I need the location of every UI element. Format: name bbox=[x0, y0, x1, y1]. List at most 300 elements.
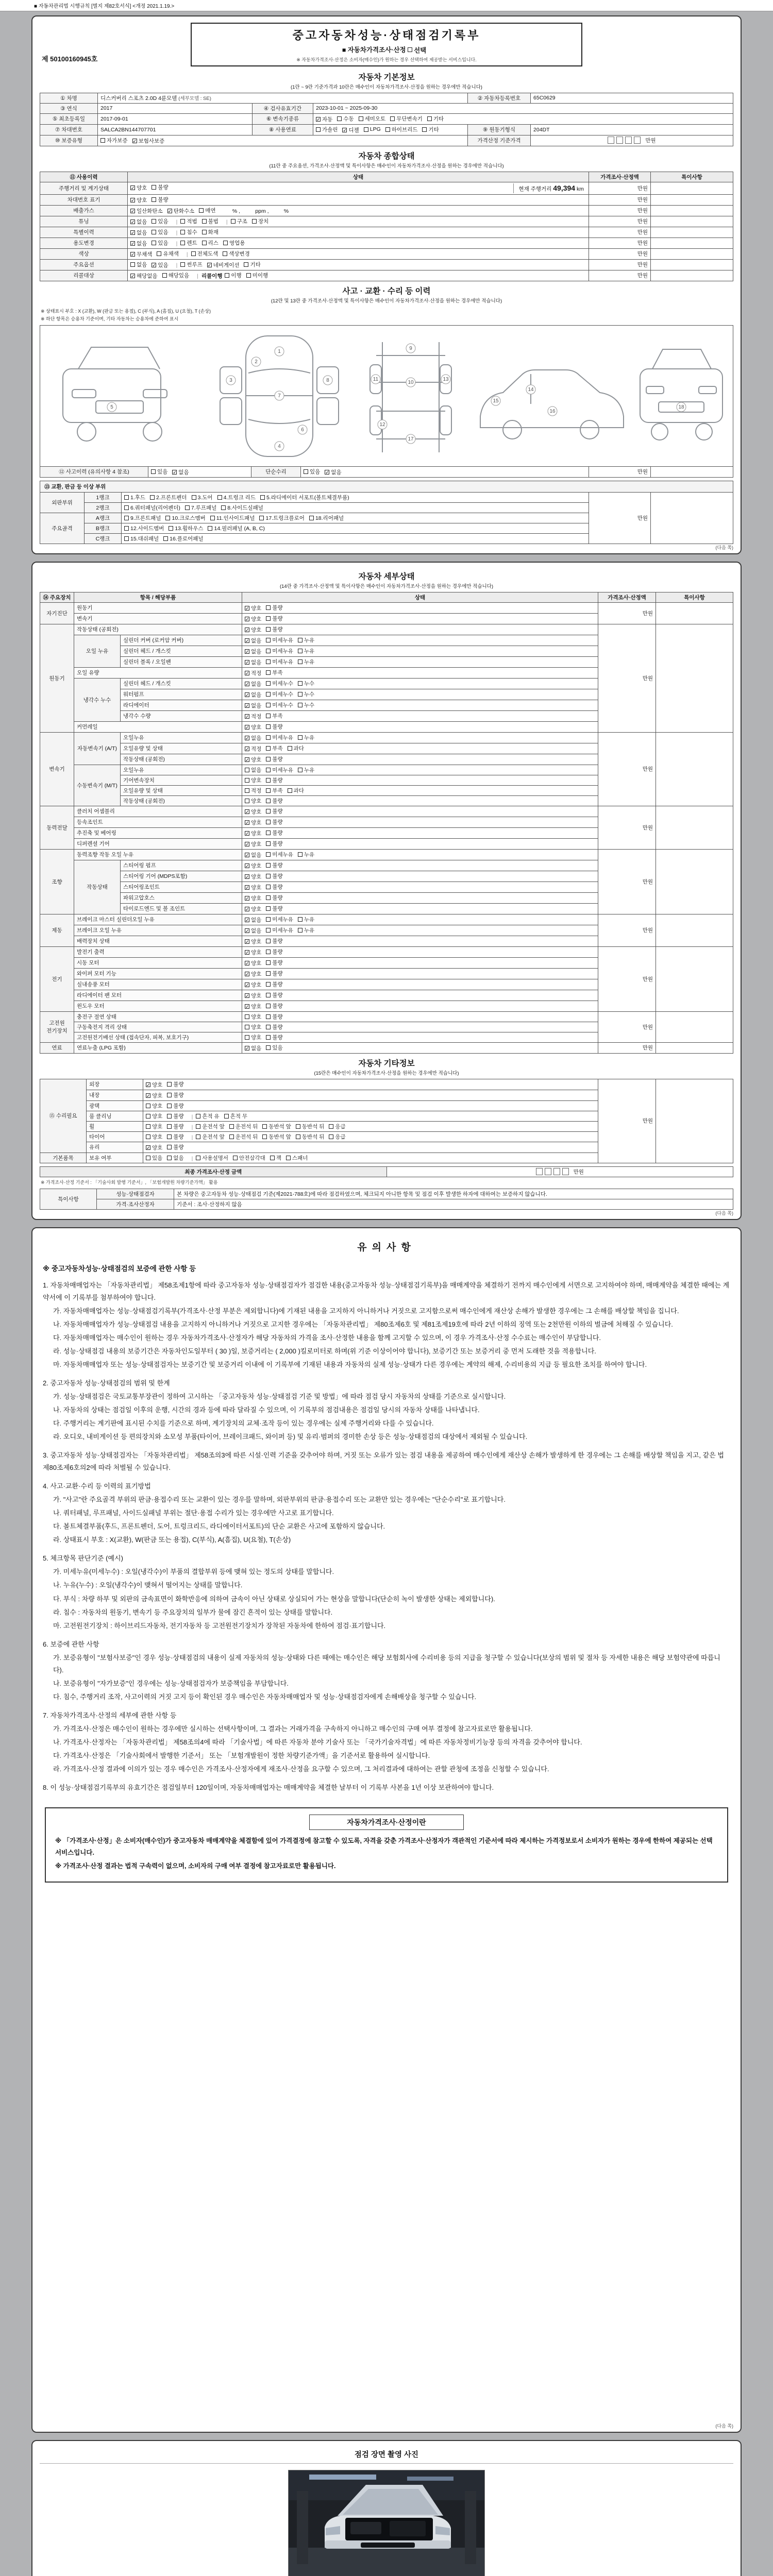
checkbox-box[interactable] bbox=[146, 1134, 150, 1139]
checkbox-box[interactable]: ✓ bbox=[245, 863, 249, 869]
checkbox-option[interactable] bbox=[192, 494, 213, 501]
checkbox-box[interactable]: ✓ bbox=[131, 197, 135, 203]
checkbox-option[interactable] bbox=[266, 1013, 282, 1021]
checkbox-option[interactable] bbox=[262, 1133, 291, 1141]
checkbox-option[interactable] bbox=[132, 137, 165, 145]
checkbox-box[interactable] bbox=[266, 874, 271, 878]
checkbox-box[interactable] bbox=[208, 526, 212, 531]
checkbox-box[interactable] bbox=[192, 495, 196, 500]
checkbox-box[interactable]: ✓ bbox=[245, 1045, 249, 1051]
checkbox-box[interactable] bbox=[260, 495, 265, 500]
checkbox-box[interactable] bbox=[266, 939, 271, 943]
checkbox-option[interactable] bbox=[316, 115, 332, 123]
checkbox-box[interactable]: ✓ bbox=[131, 219, 135, 225]
checkbox-option[interactable] bbox=[298, 680, 314, 687]
checkbox-box[interactable]: ✓ bbox=[245, 950, 249, 955]
checkbox-box[interactable]: ✓ bbox=[152, 262, 156, 268]
checkbox-option[interactable] bbox=[207, 261, 240, 269]
checkbox-box[interactable]: ✓ bbox=[131, 185, 135, 191]
checkbox-box[interactable] bbox=[266, 820, 271, 824]
checkbox-box[interactable]: ✓ bbox=[245, 1004, 249, 1009]
checkbox-box[interactable]: ✓ bbox=[245, 874, 249, 879]
checkbox-box[interactable] bbox=[266, 681, 271, 686]
checkbox-option[interactable] bbox=[196, 1133, 225, 1141]
checkbox-box[interactable] bbox=[422, 127, 427, 132]
checkbox-option[interactable] bbox=[146, 1092, 162, 1099]
checkbox-option[interactable] bbox=[130, 229, 147, 236]
checkbox-box[interactable] bbox=[124, 516, 129, 520]
checkbox-option[interactable] bbox=[266, 636, 293, 644]
checkbox-box[interactable] bbox=[408, 47, 412, 52]
checkbox-box[interactable] bbox=[165, 516, 170, 520]
checkbox-option[interactable] bbox=[266, 937, 282, 945]
checkbox-option[interactable] bbox=[245, 745, 261, 753]
checkbox-option[interactable] bbox=[223, 239, 245, 247]
checkbox-box[interactable]: ✓ bbox=[146, 1093, 150, 1098]
checkbox-box[interactable] bbox=[266, 960, 271, 965]
checkbox-box[interactable] bbox=[245, 1025, 249, 1029]
checkbox-box[interactable]: ✓ bbox=[245, 895, 249, 901]
checkbox-option[interactable] bbox=[266, 905, 282, 912]
checkbox-option[interactable] bbox=[152, 228, 168, 236]
checkbox-box[interactable] bbox=[180, 241, 185, 245]
checkbox-option[interactable] bbox=[199, 207, 215, 214]
checkbox-option[interactable] bbox=[298, 658, 314, 666]
checkbox-box[interactable] bbox=[266, 605, 271, 610]
checkbox-option[interactable] bbox=[266, 690, 293, 698]
checkbox-box[interactable] bbox=[298, 703, 303, 707]
checkbox-box[interactable]: ✓ bbox=[245, 735, 249, 741]
checkbox-option[interactable] bbox=[224, 1112, 247, 1120]
checkbox-box[interactable] bbox=[167, 1114, 172, 1118]
checkbox-box[interactable] bbox=[298, 852, 303, 857]
checkbox-box[interactable] bbox=[100, 138, 105, 143]
checkbox-option[interactable] bbox=[210, 514, 255, 522]
checkbox-box[interactable] bbox=[229, 1134, 234, 1139]
checkbox-box[interactable] bbox=[288, 788, 292, 793]
checkbox-option[interactable] bbox=[266, 723, 282, 731]
checkbox-option[interactable] bbox=[266, 948, 282, 956]
checkbox-option[interactable] bbox=[266, 840, 282, 848]
checkbox-box[interactable] bbox=[262, 1134, 267, 1139]
checkbox-box[interactable]: ✓ bbox=[245, 906, 249, 912]
checkbox-box[interactable] bbox=[180, 262, 185, 267]
checkbox-box[interactable] bbox=[266, 746, 271, 751]
checkbox-box[interactable] bbox=[266, 670, 271, 675]
checkbox-option[interactable] bbox=[266, 980, 282, 988]
checkbox-option[interactable] bbox=[245, 905, 261, 913]
checkbox-option[interactable] bbox=[167, 1143, 183, 1151]
checkbox-option[interactable] bbox=[245, 884, 261, 891]
checkbox-box[interactable]: ✓ bbox=[131, 251, 135, 257]
checkbox-box[interactable] bbox=[245, 788, 249, 793]
checkbox-box[interactable] bbox=[245, 1014, 249, 1019]
checkbox-option[interactable] bbox=[152, 196, 168, 204]
checkbox-option[interactable] bbox=[266, 680, 293, 687]
checkbox-option[interactable] bbox=[196, 1154, 228, 1162]
checkbox-option[interactable] bbox=[245, 938, 261, 945]
checkbox-option[interactable] bbox=[266, 883, 282, 891]
checkbox-option[interactable] bbox=[266, 861, 282, 869]
checkbox-box[interactable] bbox=[152, 230, 156, 234]
checkbox-box[interactable]: ✓ bbox=[245, 809, 249, 815]
checkbox-option[interactable] bbox=[152, 261, 168, 269]
checkbox-box[interactable] bbox=[266, 852, 271, 857]
checkbox-option[interactable] bbox=[165, 514, 205, 522]
checkbox-option[interactable] bbox=[130, 272, 158, 280]
checkbox-box[interactable]: ✓ bbox=[245, 703, 249, 708]
checkbox-box[interactable]: ✓ bbox=[245, 714, 249, 719]
checkbox-option[interactable] bbox=[245, 797, 261, 805]
checkbox-box[interactable] bbox=[196, 1134, 200, 1139]
checkbox-option[interactable] bbox=[266, 776, 282, 784]
checkbox-box[interactable] bbox=[266, 863, 271, 868]
checkbox-option[interactable] bbox=[266, 1044, 282, 1052]
checkbox-box[interactable] bbox=[124, 536, 129, 541]
checkbox-box[interactable]: ✓ bbox=[245, 917, 249, 923]
checkbox-option[interactable] bbox=[245, 713, 261, 720]
checkbox-box[interactable] bbox=[337, 116, 342, 121]
checkbox-option[interactable] bbox=[167, 1133, 183, 1141]
checkbox-option[interactable] bbox=[233, 1154, 265, 1162]
checkbox-box[interactable]: ✓ bbox=[146, 1145, 150, 1150]
checkbox-box[interactable] bbox=[329, 1134, 333, 1139]
checkbox-box[interactable] bbox=[266, 928, 271, 933]
checkbox-option[interactable] bbox=[124, 524, 164, 532]
checkbox-option[interactable] bbox=[225, 272, 241, 279]
checkbox-option[interactable] bbox=[130, 184, 147, 192]
checkbox-box[interactable] bbox=[146, 1156, 150, 1160]
checkbox-option[interactable] bbox=[266, 647, 293, 655]
checkbox-box[interactable]: ✓ bbox=[245, 681, 249, 687]
checkbox-option[interactable] bbox=[185, 504, 216, 512]
checkbox-box[interactable] bbox=[252, 219, 257, 224]
checkbox-box[interactable]: ✓ bbox=[131, 208, 135, 214]
checkbox-box[interactable] bbox=[163, 536, 168, 541]
checkbox-option[interactable] bbox=[244, 261, 260, 268]
checkbox-box[interactable] bbox=[180, 230, 185, 234]
checkbox-option[interactable] bbox=[266, 658, 293, 666]
checkbox-option[interactable] bbox=[329, 1133, 345, 1141]
checkbox-option[interactable] bbox=[146, 1112, 162, 1120]
checkbox-option[interactable] bbox=[202, 217, 219, 225]
checkbox-box[interactable] bbox=[266, 799, 271, 803]
checkbox-box[interactable] bbox=[210, 516, 215, 520]
checkbox-option[interactable] bbox=[124, 535, 159, 543]
checkbox-box[interactable] bbox=[266, 831, 271, 835]
checkbox-box[interactable] bbox=[202, 219, 207, 224]
checkbox-box[interactable] bbox=[266, 778, 271, 783]
checkbox-box[interactable]: ✓ bbox=[167, 208, 172, 214]
checkbox-option[interactable] bbox=[266, 851, 293, 858]
checkbox-option[interactable] bbox=[245, 604, 261, 612]
checkbox-option[interactable] bbox=[167, 1080, 183, 1088]
checkbox-option[interactable] bbox=[288, 787, 304, 794]
checkbox-box[interactable] bbox=[266, 788, 271, 793]
checkbox-box[interactable] bbox=[266, 768, 271, 772]
checkbox-option[interactable] bbox=[245, 756, 261, 764]
checkbox-option[interactable] bbox=[245, 840, 261, 848]
checkbox-option[interactable] bbox=[359, 115, 386, 123]
checkbox-option[interactable] bbox=[266, 970, 282, 977]
checkbox-option[interactable] bbox=[151, 468, 167, 476]
checkbox-option[interactable] bbox=[245, 658, 261, 666]
checkbox-option[interactable] bbox=[146, 1154, 162, 1162]
checkbox-box[interactable] bbox=[167, 1134, 172, 1139]
checkbox-option[interactable] bbox=[286, 1154, 308, 1162]
checkbox-option[interactable] bbox=[152, 183, 168, 191]
checkbox-option[interactable] bbox=[252, 217, 268, 225]
checkbox-box[interactable]: ✓ bbox=[245, 928, 249, 934]
checkbox-option[interactable] bbox=[130, 240, 147, 247]
checkbox-box[interactable] bbox=[124, 495, 129, 500]
checkbox-option[interactable] bbox=[270, 1154, 281, 1162]
checkbox-option[interactable] bbox=[167, 1091, 183, 1099]
checkbox-option[interactable] bbox=[304, 468, 320, 476]
checkbox-box[interactable]: ✓ bbox=[131, 273, 135, 279]
checkbox-box[interactable] bbox=[266, 638, 271, 642]
checkbox-box[interactable] bbox=[266, 757, 271, 761]
checkbox-option[interactable] bbox=[427, 115, 444, 123]
checkbox-box[interactable] bbox=[196, 1114, 200, 1118]
checkbox-box[interactable] bbox=[167, 1156, 172, 1160]
checkbox-box[interactable] bbox=[266, 649, 271, 653]
checkbox-option[interactable] bbox=[364, 126, 381, 132]
checkbox-box[interactable] bbox=[266, 906, 271, 911]
checkbox-option[interactable] bbox=[298, 636, 314, 644]
checkbox-box[interactable] bbox=[150, 495, 155, 500]
checkbox-box[interactable]: ✓ bbox=[245, 885, 249, 890]
checkbox-box[interactable] bbox=[296, 1124, 300, 1129]
checkbox-box[interactable] bbox=[196, 1124, 200, 1129]
checkbox-option[interactable] bbox=[266, 712, 282, 720]
checkbox-box[interactable] bbox=[266, 809, 271, 814]
checkbox-box[interactable]: ✓ bbox=[245, 692, 249, 698]
checkbox-option[interactable] bbox=[221, 504, 263, 512]
checkbox-box[interactable] bbox=[202, 230, 207, 234]
checkbox-box[interactable] bbox=[167, 1093, 172, 1097]
checkbox-box[interactable]: ✓ bbox=[131, 230, 135, 235]
checkbox-box[interactable] bbox=[298, 681, 303, 686]
checkbox-option[interactable] bbox=[245, 702, 261, 709]
checkbox-option[interactable] bbox=[130, 207, 163, 215]
checkbox-option[interactable] bbox=[130, 196, 147, 204]
checkbox-option[interactable] bbox=[245, 626, 261, 634]
checkbox-option[interactable] bbox=[266, 766, 293, 774]
checkbox-box[interactable] bbox=[223, 241, 228, 245]
checkbox-option[interactable] bbox=[298, 701, 314, 709]
checkbox-box[interactable]: ✓ bbox=[245, 960, 249, 966]
checkbox-box[interactable] bbox=[316, 127, 321, 132]
checkbox-box[interactable]: ✓ bbox=[343, 127, 347, 133]
checkbox-box[interactable]: ✓ bbox=[173, 469, 177, 475]
checkbox-option[interactable] bbox=[180, 228, 197, 236]
checkbox-option[interactable] bbox=[196, 1112, 219, 1120]
checkbox-option[interactable] bbox=[316, 126, 338, 133]
checkbox-option[interactable] bbox=[100, 137, 128, 144]
checkbox-box[interactable]: ✓ bbox=[146, 1082, 150, 1088]
checkbox-option[interactable] bbox=[191, 250, 219, 258]
checkbox-box[interactable] bbox=[224, 1114, 229, 1118]
checkbox-box[interactable]: ✓ bbox=[325, 469, 329, 475]
checkbox-box[interactable] bbox=[364, 127, 368, 132]
checkbox-box[interactable] bbox=[191, 251, 196, 256]
checkbox-box[interactable]: ✓ bbox=[245, 993, 249, 998]
checkbox-option[interactable] bbox=[167, 207, 195, 215]
checkbox-option[interactable] bbox=[245, 787, 261, 794]
checkbox-box[interactable]: ✓ bbox=[245, 831, 249, 836]
checkbox-box[interactable] bbox=[266, 714, 271, 718]
checkbox-box[interactable] bbox=[151, 469, 156, 474]
checkbox-box[interactable] bbox=[167, 1124, 172, 1129]
checkbox-box[interactable]: ✓ bbox=[245, 852, 249, 858]
checkbox-box[interactable] bbox=[296, 1134, 300, 1139]
checkbox-box[interactable]: ✓ bbox=[245, 670, 249, 676]
checkbox-option[interactable] bbox=[266, 872, 282, 880]
checkbox-box[interactable]: ✓ bbox=[245, 820, 249, 825]
checkbox-option[interactable] bbox=[337, 115, 354, 123]
checkbox-box[interactable] bbox=[266, 917, 271, 922]
checkbox-option[interactable] bbox=[245, 1003, 261, 1010]
checkbox-option[interactable] bbox=[217, 494, 256, 501]
checkbox-option[interactable] bbox=[309, 514, 344, 522]
checkbox-option[interactable] bbox=[266, 959, 282, 967]
checkbox-option[interactable] bbox=[245, 1044, 261, 1052]
checkbox-option[interactable] bbox=[266, 755, 282, 763]
checkbox-box[interactable] bbox=[167, 1145, 172, 1149]
checkbox-option[interactable] bbox=[262, 1123, 291, 1130]
checkbox-box[interactable] bbox=[266, 1025, 271, 1029]
checkbox-option[interactable] bbox=[245, 691, 261, 699]
checkbox-box[interactable] bbox=[298, 692, 303, 697]
checkbox-option[interactable] bbox=[266, 926, 293, 934]
checkbox-option[interactable] bbox=[245, 819, 261, 826]
checkbox-option[interactable] bbox=[266, 894, 282, 902]
checkbox-box[interactable] bbox=[146, 1114, 150, 1118]
checkbox-option[interactable] bbox=[298, 647, 314, 655]
checkbox-box[interactable] bbox=[199, 208, 204, 213]
checkbox-option[interactable] bbox=[202, 239, 219, 247]
checkbox-box[interactable] bbox=[298, 735, 303, 740]
checkbox-option[interactable] bbox=[298, 734, 314, 741]
checkbox-option[interactable] bbox=[223, 250, 250, 258]
checkbox-option[interactable] bbox=[245, 992, 261, 999]
checkbox-box[interactable] bbox=[359, 116, 363, 121]
checkbox-option[interactable] bbox=[266, 615, 282, 622]
checkbox-option[interactable] bbox=[245, 959, 261, 967]
checkbox-box[interactable] bbox=[245, 768, 249, 772]
checkbox-box[interactable] bbox=[266, 1035, 271, 1040]
checkbox-box[interactable]: ✓ bbox=[245, 659, 249, 665]
checkbox-box[interactable] bbox=[298, 649, 303, 653]
checkbox-box[interactable]: ✓ bbox=[245, 746, 249, 752]
checkbox-box[interactable] bbox=[390, 116, 395, 121]
checkbox-box[interactable] bbox=[202, 241, 207, 245]
checkbox-option[interactable] bbox=[245, 723, 261, 731]
checkbox-option[interactable] bbox=[266, 744, 282, 752]
checkbox-option[interactable] bbox=[167, 1154, 183, 1162]
checkbox-option[interactable] bbox=[266, 829, 282, 837]
checkbox-box[interactable] bbox=[266, 724, 271, 729]
checkbox-option[interactable] bbox=[146, 1133, 162, 1141]
checkbox-box[interactable] bbox=[266, 993, 271, 997]
checkbox-option[interactable] bbox=[146, 1123, 162, 1130]
checkbox-box[interactable] bbox=[229, 1124, 234, 1129]
checkbox-box[interactable]: ✓ bbox=[245, 616, 249, 622]
checkbox-option[interactable] bbox=[169, 524, 203, 532]
checkbox-option[interactable] bbox=[180, 239, 197, 247]
checkbox-box[interactable] bbox=[246, 273, 251, 278]
checkbox-option[interactable] bbox=[167, 1112, 183, 1120]
checkbox-option[interactable] bbox=[342, 126, 359, 134]
checkbox-option[interactable] bbox=[245, 766, 261, 774]
checkbox-box[interactable] bbox=[233, 1156, 238, 1160]
checkbox-box[interactable] bbox=[266, 1004, 271, 1008]
checkbox-box[interactable]: ✓ bbox=[245, 971, 249, 977]
checkbox-box[interactable] bbox=[180, 219, 185, 224]
checkbox-option[interactable] bbox=[296, 1133, 325, 1141]
checkbox-option[interactable] bbox=[130, 261, 147, 268]
checkbox-box[interactable] bbox=[298, 768, 303, 772]
checkbox-option[interactable] bbox=[245, 970, 261, 978]
checkbox-option[interactable] bbox=[266, 701, 293, 709]
checkbox-option[interactable] bbox=[180, 261, 202, 268]
checkbox-box[interactable]: ✓ bbox=[207, 262, 212, 268]
checkbox-option[interactable] bbox=[130, 218, 147, 226]
checkbox-option[interactable] bbox=[266, 1023, 282, 1031]
checkbox-box[interactable] bbox=[245, 778, 249, 783]
checkbox-option[interactable] bbox=[245, 851, 261, 859]
checkbox-box[interactable]: ✓ bbox=[245, 841, 249, 847]
checkbox-option[interactable] bbox=[196, 1123, 225, 1130]
checkbox-option[interactable] bbox=[266, 807, 282, 815]
checkbox-box[interactable]: ✓ bbox=[245, 627, 249, 633]
checkbox-box[interactable] bbox=[270, 1156, 275, 1160]
checkbox-box[interactable] bbox=[259, 516, 264, 520]
checkbox-option[interactable] bbox=[266, 734, 293, 741]
checkbox-box[interactable] bbox=[329, 1124, 333, 1129]
checkbox-option[interactable] bbox=[124, 514, 161, 522]
checkbox-box[interactable] bbox=[152, 219, 156, 224]
checkbox-option[interactable] bbox=[124, 504, 180, 512]
checkbox-option[interactable] bbox=[229, 1133, 258, 1141]
checkbox-option[interactable] bbox=[298, 766, 314, 774]
checkbox-box[interactable] bbox=[298, 917, 303, 922]
checkbox-box[interactable]: ✓ bbox=[245, 605, 249, 611]
checkbox-option[interactable] bbox=[245, 648, 261, 655]
checkbox-box[interactable] bbox=[124, 505, 129, 510]
checkbox-option[interactable] bbox=[172, 468, 189, 476]
checkbox-option[interactable] bbox=[245, 615, 261, 623]
checkbox-option[interactable] bbox=[202, 228, 219, 236]
checkbox-box[interactable] bbox=[298, 928, 303, 933]
checkbox-box[interactable] bbox=[298, 638, 303, 642]
checkbox-option[interactable] bbox=[266, 625, 282, 633]
checkbox-option[interactable] bbox=[266, 669, 282, 676]
checkbox-option[interactable] bbox=[390, 115, 423, 123]
checkbox-option[interactable] bbox=[245, 808, 261, 816]
checkbox-option[interactable] bbox=[152, 217, 168, 225]
checkbox-option[interactable] bbox=[157, 250, 178, 258]
checkbox-option[interactable] bbox=[259, 514, 304, 522]
checkbox-option[interactable] bbox=[163, 535, 203, 543]
checkbox-option[interactable] bbox=[208, 524, 264, 532]
checkbox-option[interactable] bbox=[245, 637, 261, 645]
checkbox-box[interactable] bbox=[262, 1124, 267, 1129]
checkbox-box[interactable] bbox=[196, 1156, 200, 1160]
checkbox-option[interactable] bbox=[385, 126, 418, 133]
checkbox-box[interactable] bbox=[245, 799, 249, 803]
